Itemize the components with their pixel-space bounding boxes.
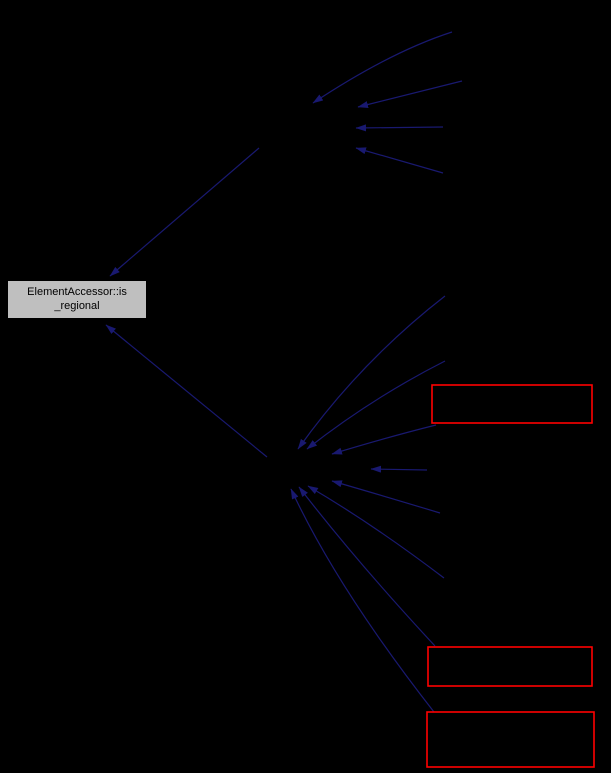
edge-caller-top-2 <box>358 81 462 107</box>
edge-red-node-bottom-to-hub <box>291 489 434 712</box>
edge-caller-bottom-3 <box>371 469 427 470</box>
red-node-middle[interactable] <box>428 647 592 686</box>
edge-caller-bottom-4 <box>332 481 440 513</box>
edge-caller-top-1 <box>313 32 452 103</box>
node-elementaccessor-is-regional[interactable] <box>8 281 147 319</box>
edge-caller-top-3 <box>356 127 443 128</box>
main-node-label-line2: _regional <box>54 300 100 312</box>
edge-caller-bottom-5 <box>308 486 444 578</box>
edges <box>106 32 462 712</box>
edge-lower-hub-to-main <box>106 325 267 457</box>
red-node-top[interactable] <box>432 385 592 423</box>
edge-red-node-middle-to-hub <box>299 487 435 646</box>
edge-caller-top-4 <box>356 148 443 173</box>
red-node-bottom[interactable] <box>427 712 594 767</box>
main-node-label-line1: ElementAccessor::is <box>27 286 127 298</box>
edge-caller-bottom-2 <box>307 361 445 449</box>
edge-upper-hub-to-main <box>110 148 259 276</box>
edge-red-node-top-to-hub <box>332 425 436 454</box>
